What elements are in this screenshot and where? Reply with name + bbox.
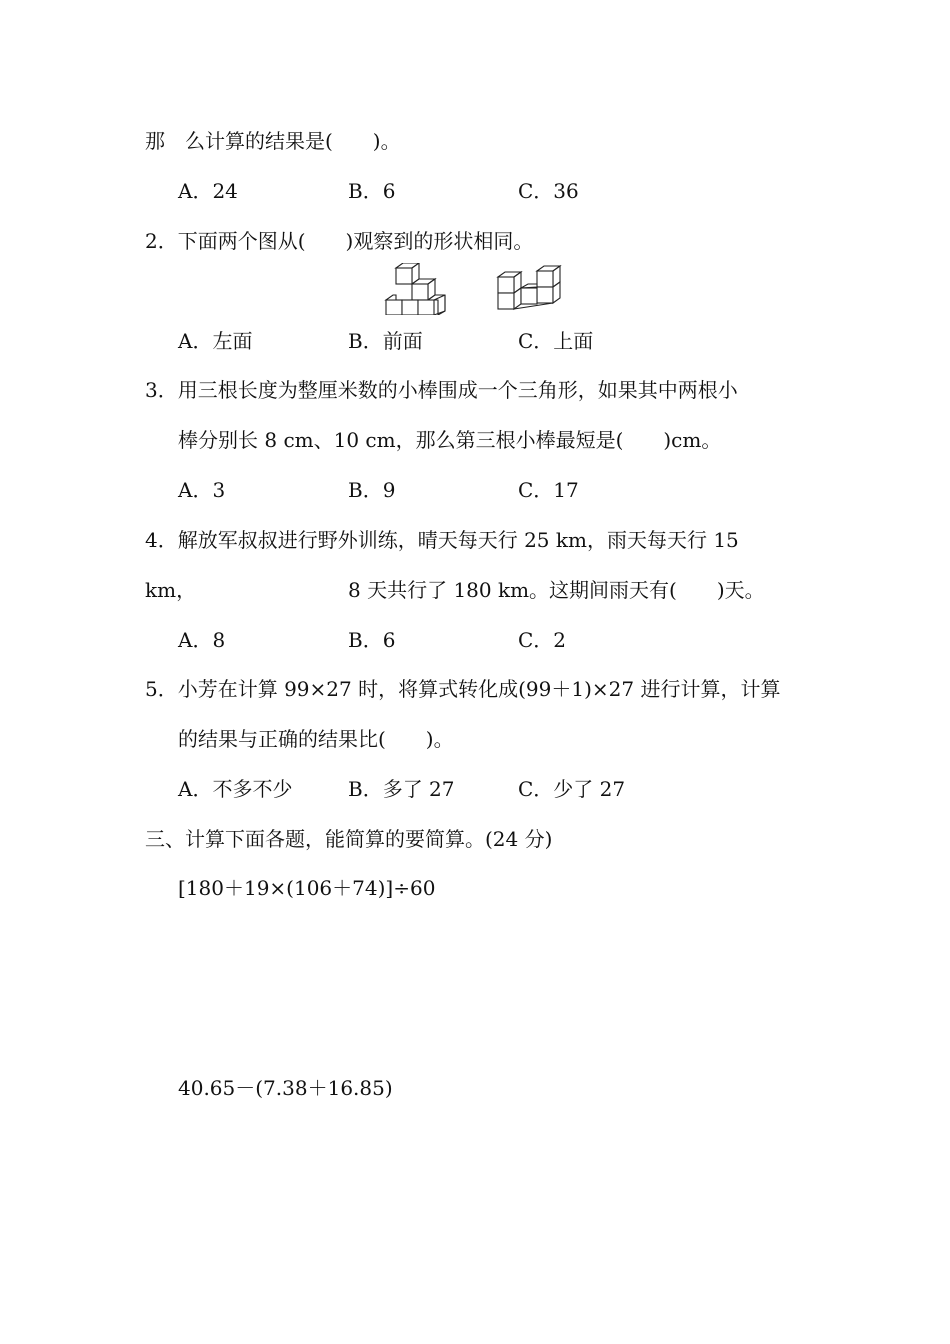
q5-option-b[interactable]: B．多了 27: [348, 777, 455, 801]
q1-option-b[interactable]: B．6: [348, 179, 396, 203]
q4-text-line2-end: 8 天共行了 180 km。这期间雨天有( )天。: [348, 578, 765, 602]
q4-option-c[interactable]: C．2: [518, 628, 567, 652]
cube-figure-2: [495, 263, 567, 315]
q5-text-line2: 的结果与正确的结果比( )。: [178, 727, 454, 751]
q1-option-c[interactable]: C．36: [518, 179, 579, 203]
q3-option-c[interactable]: C．17: [518, 478, 579, 502]
q3-option-a[interactable]: A．3: [178, 478, 226, 502]
cube-figure-1: [383, 263, 453, 315]
q1-text: 那 么计算的结果是( )。: [145, 129, 401, 153]
section3-heading: 三、计算下面各题，能简算的要简算。(24 分): [145, 827, 553, 851]
q3-text-line1: 3．用三根长度为整厘米数的小棒围成一个三角形，如果其中两根小: [145, 378, 738, 402]
q5-option-a[interactable]: A．不多不少: [178, 777, 293, 801]
q3-text-line2: 棒分别长 8 cm、10 cm，那么第三根小棒最短是( )cm。: [178, 428, 722, 452]
q4-option-b[interactable]: B．6: [348, 628, 396, 652]
q5-option-c[interactable]: C．少了 27: [518, 777, 626, 801]
q2-option-c[interactable]: C．上面: [518, 329, 594, 353]
q1-option-a[interactable]: A．24: [178, 179, 238, 203]
q2-text: 2．下面两个图从( )观察到的形状相同。: [145, 229, 534, 253]
q4-text-line2-start: km，: [145, 578, 197, 602]
calc-expression-1: [180＋19×(106＋74)]÷60: [178, 876, 436, 900]
q2-option-b[interactable]: B．前面: [348, 329, 423, 353]
calc-expression-2: 40.65－(7.38＋16.85): [178, 1076, 393, 1100]
q4-text-line1: 4．解放军叔叔进行野外训练，晴天每天行 25 km，雨天每天行 15: [145, 528, 739, 552]
q4-option-a[interactable]: A．8: [178, 628, 226, 652]
q2-option-a[interactable]: A．左面: [178, 329, 253, 353]
q3-option-b[interactable]: B．9: [348, 478, 396, 502]
q5-text-line1: 5．小芳在计算 99×27 时，将算式转化成(99＋1)×27 进行计算，计算: [145, 677, 781, 701]
